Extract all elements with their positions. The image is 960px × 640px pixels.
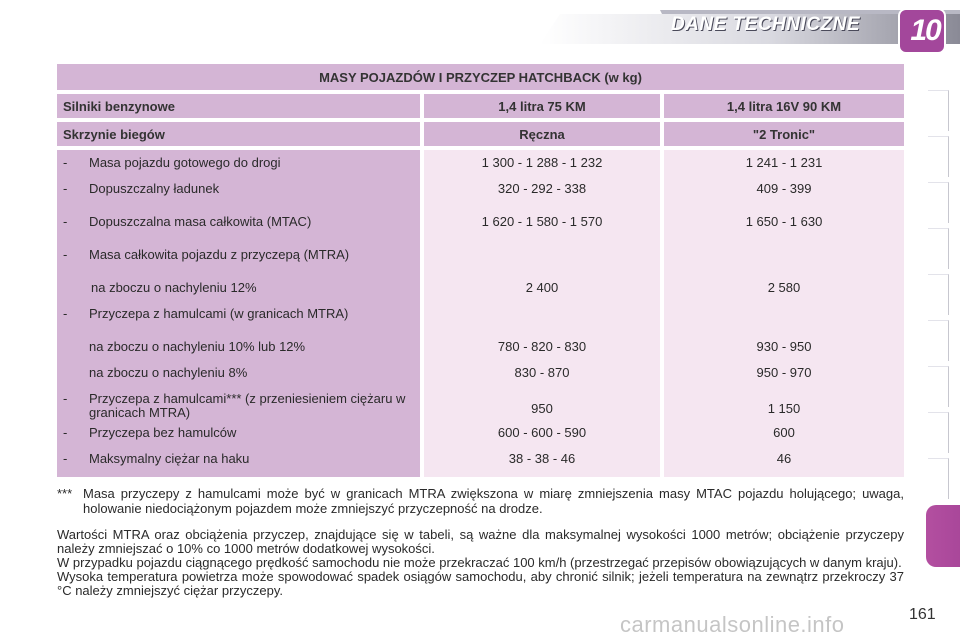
cell-value: 1 620 - 1 580 - 1 570 <box>481 214 603 229</box>
table-row: - Przyczepa z hamulcami (w granicach MTRA) <box>57 306 420 339</box>
cell-value <box>664 247 904 280</box>
table-row <box>57 365 420 391</box>
side-tab[interactable] <box>928 274 949 315</box>
table-row: - Dopuszczalny ładunek <box>57 181 420 214</box>
side-tab[interactable] <box>928 182 949 223</box>
row-label: na zboczu o nachyleniu 10% lub 12% <box>89 339 306 354</box>
table-row <box>57 280 420 306</box>
table-row: - Dopuszczalna masa całkowita (MTAC) <box>57 214 420 247</box>
engine-col1: 1,4 litra 75 KM <box>424 94 660 118</box>
side-tab[interactable] <box>928 228 949 269</box>
table-row: - Przyczepa bez hamulców <box>57 425 420 451</box>
cell-value: 38 - 38 - 46 <box>508 451 576 466</box>
note-paragraph: Wysoka temperatura powietrza może spowodować spadek osiągów samochodu, aby chronić silnik; jeżeli temperatura na zewnątrz przekroczy 37 °C należy zmniejszyć ciężar przyczepy. <box>57 569 904 598</box>
chapter-number: 10 <box>910 14 940 47</box>
cell-value: 320 - 292 - 338 <box>497 181 587 196</box>
section-title: DANE TECHNICZNE <box>670 14 860 35</box>
cell-value: 930 - 950 <box>756 339 812 354</box>
cell-value <box>424 306 660 339</box>
vehicle-mass-table <box>57 64 904 477</box>
footnote <box>57 486 904 516</box>
row-label: Masa pojazdu gotowego do drogi <box>89 155 281 170</box>
note-paragraph: Wartości MTRA oraz obciążenia przyczep, znajdujące się w tabeli, są ważne dla maksymalnej wysokości 1000 metrów; obciążenie przyczepy należy zmniejszać o 10% co 1000 metrów dodatkowej wysokości. <box>57 527 904 556</box>
cell-value <box>664 306 904 339</box>
note-paragraph: W przypadku pojazdu ciągnącego prędkość samochodu nie może przekraczać 100 km/h (przestrzegać przepisów obowiązujących w danym kraju). <box>57 555 902 570</box>
cell-value: 2 580 <box>767 280 801 295</box>
table-col1-values <box>424 150 660 477</box>
cell-value: 2 400 <box>525 280 559 295</box>
cell-value: 46 <box>776 451 792 466</box>
cell-value: 1 300 - 1 288 - 1 232 <box>481 155 603 170</box>
table-row <box>57 339 420 365</box>
table-row: - Masa całkowita pojazdu z przyczepą (MTRA) <box>57 247 420 280</box>
table-labels-column <box>57 150 420 477</box>
side-tab[interactable] <box>928 366 949 407</box>
gearbox-col1: Ręczna <box>424 122 660 146</box>
engine-label: Silniki benzynowe <box>57 94 420 118</box>
table-row: - Masa pojazdu gotowego do drogi <box>57 155 420 181</box>
notes-block <box>57 528 904 598</box>
row-label: Maksymalny ciężar na haku <box>89 451 250 466</box>
cell-value: 1 241 - 1 231 <box>745 155 823 170</box>
gearbox-col2: "2 Tronic" <box>664 122 904 146</box>
watermark: carmanualsonline.info <box>620 612 845 637</box>
row-label: na zboczu o nachyleniu 8% <box>89 365 248 380</box>
page-number: 161 <box>909 606 936 623</box>
cell-value: 950 <box>531 400 553 416</box>
footnote-mark: *** <box>57 486 73 501</box>
table-title: MASY POJAZDÓW I PRZYCZEP HATCHBACK (w kg) <box>57 64 904 90</box>
side-tab-active[interactable] <box>926 505 960 567</box>
cell-value <box>424 247 660 280</box>
row-label: Dopuszczalna masa całkowita (MTAC) <box>89 214 312 229</box>
table-row: - Przyczepa z hamulcami*** (z przeniesieniem ciężaru w granicach MTRA) <box>57 391 420 425</box>
cell-value: 950 - 970 <box>756 365 812 380</box>
cell-value: 1 150 <box>767 400 801 416</box>
side-tab[interactable] <box>928 90 949 131</box>
cell-value: 409 - 399 <box>756 181 812 196</box>
cell-value: 1 650 - 1 630 <box>745 214 823 229</box>
side-tab[interactable] <box>928 458 949 499</box>
table-col2-values <box>664 150 904 477</box>
footnote-text: Masa przyczepy z hamulcami może być w granicach MTRA zwiększona w miarę zmniejszenia masy MTAC pojazdu holującego; uwaga, holowanie niedociążonym pojazdem może zmniejszyć przyczepność na drodze. <box>83 486 904 516</box>
side-tab[interactable] <box>928 320 949 361</box>
row-label: Dopuszczalny ładunek <box>89 181 220 196</box>
row-label: Przyczepa z hamulcami (w granicach MTRA) <box>89 306 349 321</box>
side-tab[interactable] <box>928 412 949 453</box>
row-label: na zboczu o nachyleniu 12% <box>91 280 257 295</box>
row-label: Masa całkowita pojazdu z przyczepą (MTRA) <box>89 247 350 262</box>
side-tab[interactable] <box>928 136 949 177</box>
cell-value: 600 <box>773 425 795 440</box>
gearbox-label: Skrzynie biegów <box>57 122 420 146</box>
row-label: Przyczepa bez hamulców <box>89 425 237 440</box>
table-row: - Maksymalny ciężar na haku <box>57 451 420 469</box>
row-label: Przyczepa z hamulcami*** (z przeniesieniem ciężaru w granicach MTRA) <box>89 391 406 420</box>
engine-col2: 1,4 litra 16V 90 KM <box>664 94 904 118</box>
cell-value: 780 - 820 - 830 <box>497 339 587 354</box>
cell-value: 830 - 870 <box>514 365 570 380</box>
cell-value: 600 - 600 - 590 <box>497 425 587 440</box>
